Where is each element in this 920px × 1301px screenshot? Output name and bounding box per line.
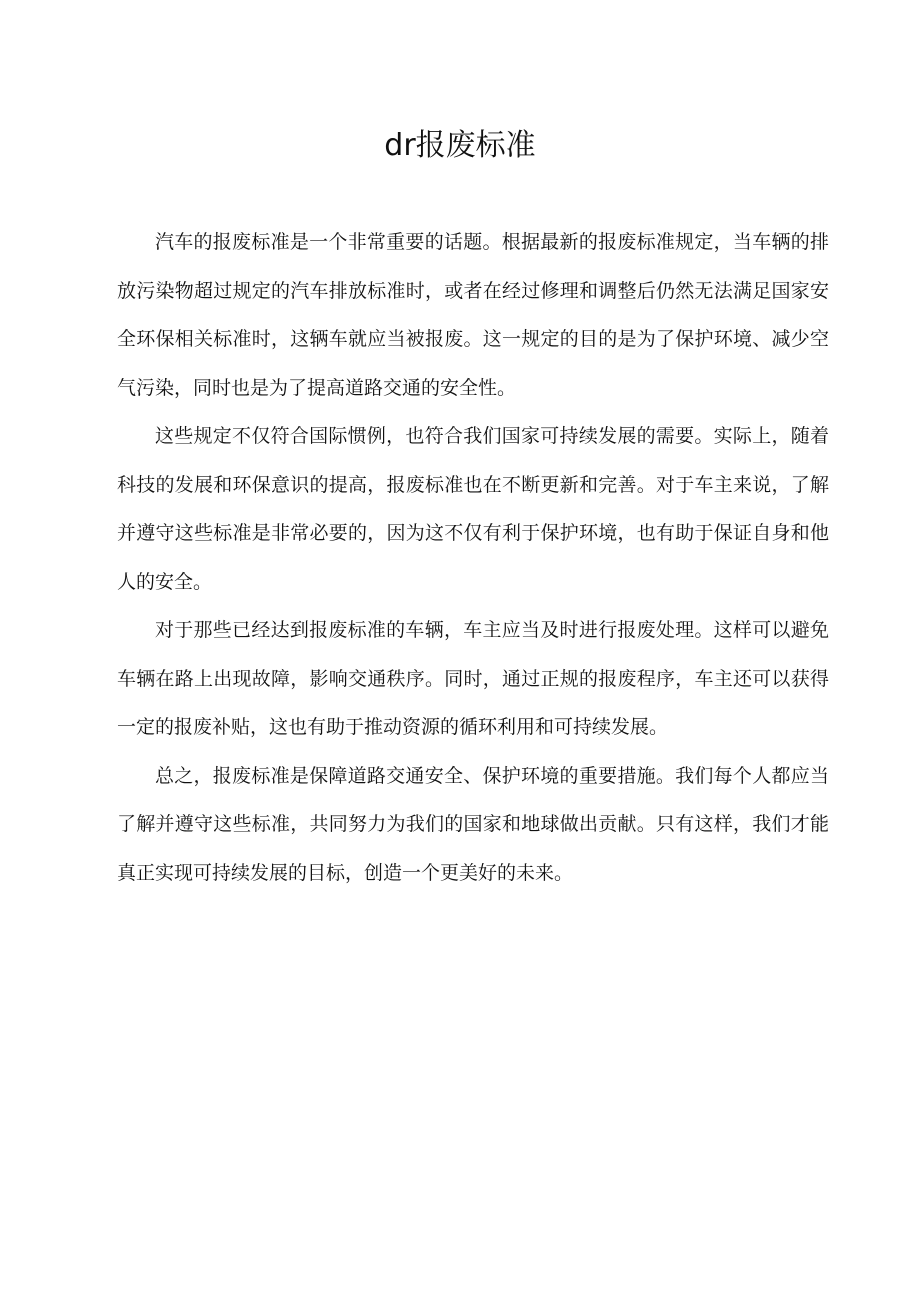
- document-body: [117, 218, 829, 897]
- paragraph-3: 对于那些已经达到报废标准的车辆，车主应当及时进行报废处理。这样可以避免车辆在路上出现故障，影响交通秩序。同时，通过正规的报废程序，车主还可以获得一定的报废补贴，这也有助于推动资源的循环利用和可持续发展。: [117, 619, 829, 738]
- paragraph-1: 汽车的报废标准是一个非常重要的话题。根据最新的报废标准规定，当车辆的排放污染物超过规定的汽车排放标准时，或者在经过修理和调整后仍然无法满足国家安全环保相关标准时，这辆车就应当被报废。这一规定的目的是为了保护环境、减少空气污染，同时也是为了提高道路交通的安全性。: [117, 231, 829, 399]
- document-title: dr报废标准: [384, 128, 536, 163]
- paragraph-2: 这些规定不仅符合国际惯例，也符合我们国家可持续发展的需要。实际上，随着科技的发展和环保意识的提高，报废标准也在不断更新和完善。对于车主来说，了解并遵守这些标准是非常必要的，因为这不仅有利于保护环境，也有助于保证自身和他人的安全。: [117, 425, 829, 593]
- paragraph-4: 总之，报废标准是保障道路交通安全、保护环境的重要措施。我们每个人都应当了解并遵守这些标准，共同努力为我们的国家和地球做出贡献。只有这样，我们才能真正实现可持续发展的目标，创造一个更美好的未来。: [117, 764, 829, 884]
